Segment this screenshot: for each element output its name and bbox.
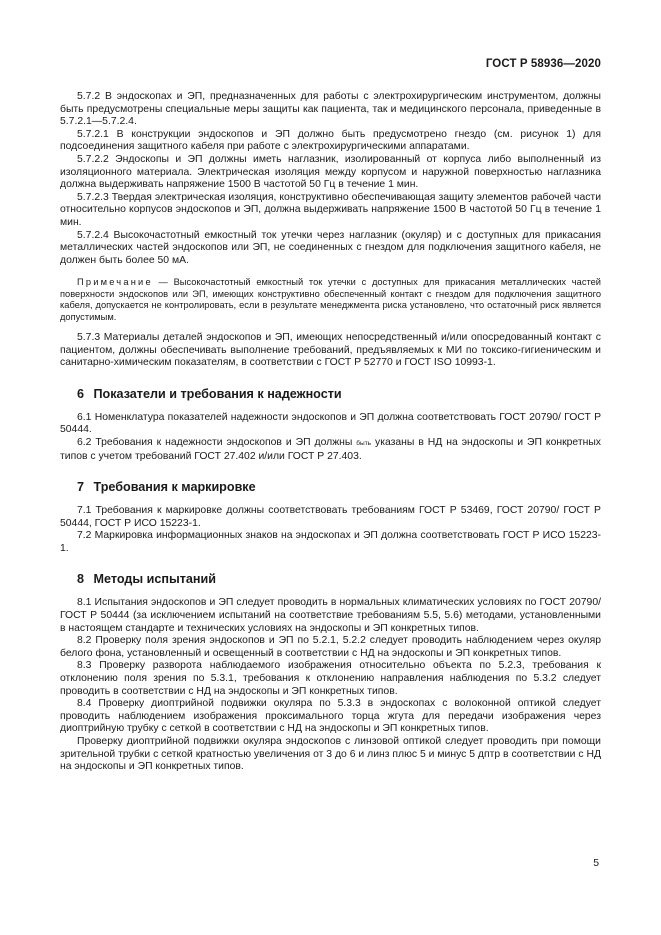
small-word: быть xyxy=(356,439,372,447)
section-title: Показатели и требования к надежности xyxy=(93,386,342,401)
note xyxy=(60,277,601,323)
paragraph-8-3: 8.3 Проверку разворота наблюдаемого изображения относительно объекта по 5.2.3, требования к отклонению поля зрения по 5.3.1, требования к отклонению направления наблюдения по 5.3.2 следует проводить в соответствии с НД на эндоскопы и ЭП конкретных типов. xyxy=(60,660,601,697)
section-number: 7 xyxy=(77,480,85,495)
page-number: 5 xyxy=(593,858,599,869)
section-heading-6 xyxy=(60,387,601,402)
section-number: 8 xyxy=(77,572,85,587)
paragraph-7-1: 7.1 Требования к маркировке должны соответствовать требованиям ГОСТ Р 53469, ГОСТ 20790/ ГОСТ Р 50444, ГОСТ Р ИСО 15223-1. xyxy=(60,505,601,529)
paragraph-5-7-2-4: 5.7.2.4 Высокочастотный емкостный ток утечки через наглазник (окуляр) и с доступных для прикасания металлических частей эндоскопов или ЭП, не соединенных с гнездом для подключения защитного кабеля, не должен быть более 50 мА. xyxy=(60,229,601,266)
paragraph-8-2: 8.2 Проверку поля зрения эндоскопов и ЭП по 5.2.1, 5.2.2 следует проводить наблюдением через окуляр белого фона, установленный и освещенный в соответствии с НД на эндоскопы и ЭП конкретных типов. xyxy=(60,635,601,659)
paragraph-5-7-2-3: 5.7.2.3 Твердая электрическая изоляция, конструктивно обеспечивающая защиту элементов рабочей части относительно корпусов эндоскопов и ЭП, должна выдерживать напряжение 1500 В частотой 50 Гц в течение 1 мин. xyxy=(60,191,601,228)
section-title: Методы испытаний xyxy=(93,572,216,587)
section-number: 6 xyxy=(77,386,85,401)
paragraph-5-7-2: 5.7.2 В эндоскопах и ЭП, предназначенных для работы с электрохирургическим инструментом, должны быть предусмотрены специальные меры защиты как пациента, так и медицинского персонала, приведенные в 5.7.2.1—5.7.2.4. xyxy=(60,91,601,128)
document-body xyxy=(60,91,601,774)
paragraph-5-7-2-2: 5.7.2.2 Эндоскопы и ЭП должны иметь наглазник, изолированный от корпуса либо выполненный из изоляционного материала. Электрическая изоляция между корпусом и наружной поверхностью наглазника должна выдерживать напряжение 1500 В частотой 50 Гц в течение 1 мин. xyxy=(60,153,601,191)
note-label: Примечание xyxy=(77,277,153,288)
paragraph-8-4-continued: Проверку диоптрийной подвижки окуляра эндоскопов с линзовой оптикой следует проводить при помощи зрительной трубки с сеткой кратностью увеличения от 3 до 6 и линз плюс 5 и минус 5 дптр в соответствии с НД на эндоскопы и ЭП конкретных типов. xyxy=(60,736,601,773)
paragraph-6-1: 6.1 Номенклатура показателей надежности эндоскопов и ЭП должна соответствовать ГОСТ 20790/ ГОСТ Р 50444. xyxy=(60,411,601,436)
paragraph-6-2 xyxy=(60,437,601,463)
paragraph-8-1: 8.1 Испытания эндоскопов и ЭП следует проводить в нормальных климатических условиях по ГОСТ 20790/ГОСТ Р 50444 (за исключением испытаний на соответствие требованиям 5.5, 5.6) методами, установленными в настоящем стандарте и технических условиях на эндоскопы и ЭП конкретных типов. xyxy=(60,597,601,634)
paragraph-6-2-part: 6.2 Требования к надежности эндоскопов и ЭП должны xyxy=(77,436,357,448)
section-heading-8 xyxy=(60,572,601,587)
section-title: Требования к маркировке xyxy=(93,480,256,495)
paragraph-7-2: 7.2 Маркировка информационных знаков на эндоскопах и ЭП должна соответствовать ГОСТ Р ИСО 15223-1. xyxy=(60,530,601,554)
paragraph-5-7-3: 5.7.3 Материалы деталей эндоскопов и ЭП, имеющих непосредственный и/или опосредованный контакт с пациентом, должны обеспечивать выполнение требований, предъявляемых к МИ по токсико-гигиеническим и санитарно-химическим показателям, в соответствии с ГОСТ Р 52770 и ГОСТ ISO 10993-1. xyxy=(60,331,601,369)
paragraph-6-2-part: указаны в НД на эндоскопы и ЭП конкретных типов с учетом требований ГОСТ 27.402 и/или ГОСТ Р 27.403. xyxy=(60,436,601,462)
section-heading-7 xyxy=(60,480,601,495)
paragraph-5-7-2-1: 5.7.2.1 В конструкции эндоскопов и ЭП должно быть предусмотрено гнездо (см. рисунок 1) для подсоединения защитного кабеля при работе с электрохирургическими аппаратами. xyxy=(60,128,601,153)
note-text: — Высокочастотный емкостный ток утечки с доступных для прикасания металлических частей поверхности эндоскопов или ЭП, имеющих конструктивно обеспеченный контакт с гнездом для подключения защитного кабеля, допускается не контролировать, если в результате менеджмента риска установлено, что остаточный риск является допустимым. xyxy=(60,277,601,322)
paragraph-8-4: 8.4 Проверку диоптрийной подвижки окуляра по 5.3.3 в эндоскопах с волоконной оптикой следует проводить наблюдением изображения проксимального торца жгута для передачи изображения через диоптрийную трубку с сеткой в соответствии с НД на эндоскопы и ЭП конкретных типов. xyxy=(60,698,601,735)
standard-designation: ГОСТ Р 58936—2020 xyxy=(485,58,601,70)
